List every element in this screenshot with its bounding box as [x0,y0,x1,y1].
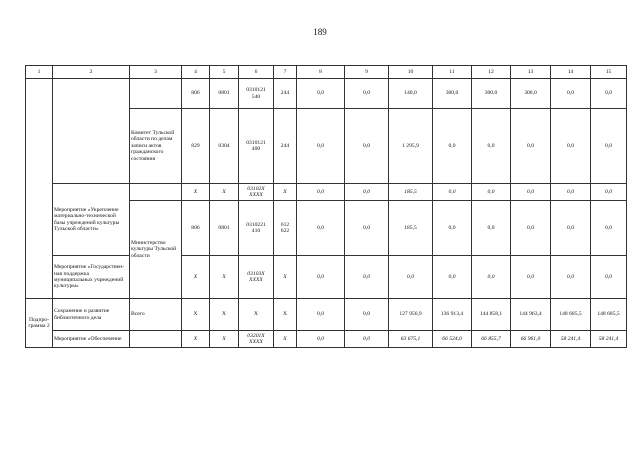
header-cell: 2 [53,66,130,79]
table-cell: 136 913,4 [433,299,472,331]
table-cell: 58 241,4 [551,331,591,348]
table-cell: X [210,299,239,331]
table-cell: X [210,256,239,299]
table-cell: 0304 [210,109,239,184]
table-cell: 0,0 [297,331,345,348]
header-cell: 13 [511,66,551,79]
table-cell: 300,0 [433,79,472,109]
table-cell: 0310221 410 [239,201,274,256]
header-cell: 14 [551,66,591,79]
table-cell: 140,0 [389,79,433,109]
table-cell: 0,0 [591,256,627,299]
table-cell: 0,0 [472,184,511,201]
table-cell: X [274,256,297,299]
table-cell: 03103X XXXX [239,256,274,299]
header-cell: 10 [389,66,433,79]
table-cell: 0,0 [433,201,472,256]
table-cell: 0,0 [345,299,389,331]
table-cell: Подпрограмма 2 [26,299,53,348]
table-cell: 0,0 [345,79,389,109]
table-cell [130,184,182,201]
table-cell: 0,0 [472,109,511,184]
table-cell: 03102X XXXX [239,184,274,201]
table-row [26,79,627,109]
table-cell: 244 [274,109,297,184]
table-cell: Мероприятие «Обеспечение [53,331,130,348]
table-cell: 0,0 [591,184,627,201]
table-cell: 612 622 [274,201,297,256]
table-cell: 63 675,1 [389,331,433,348]
table-cell [53,79,130,184]
table-cell: 0,0 [297,184,345,201]
table-cell: X [274,299,297,331]
table-cell: X [182,331,210,348]
table-cell: 148 685,5 [591,299,627,331]
table-cell: 0801 [210,201,239,256]
table-cell: 0,0 [345,331,389,348]
table-cell: 244 [274,79,297,109]
table-cell: 0,0 [345,201,389,256]
header-cell: 11 [433,66,472,79]
table-cell: 0,0 [389,256,433,299]
table-cell: Сохранение и развитие библиотечного дела [53,299,130,331]
table-row [26,184,627,201]
table-cell: 0,0 [551,184,591,201]
table-cell: 806 [182,201,210,256]
table-cell: 0,0 [433,184,472,201]
table-cell: Мероприятие «Государственная поддержка муниципальных учреждений культуры» [53,256,130,299]
table-cell: 66 961,0 [511,331,551,348]
table-cell: X [182,256,210,299]
header-cell: 1 [26,66,53,79]
table-cell: X [239,299,274,331]
header-cell: 8 [297,66,345,79]
table-cell: 144 858,1 [472,299,511,331]
table-cell: 185,5 [389,184,433,201]
table-cell: 300,0 [511,79,551,109]
table-cell: 0,0 [345,109,389,184]
table-cell: Мероприятие «Укрепление материально-технической базы учреждений культуры Тульской области» [53,184,130,256]
page-number: 189 [313,27,327,37]
table-cell: X [210,184,239,201]
table-cell: 0,0 [511,184,551,201]
table-cell: 0,0 [511,256,551,299]
table-cell: 0,0 [551,256,591,299]
table-cell: 0,0 [297,79,345,109]
table-cell [130,79,182,109]
table-cell: 148 685,5 [551,299,591,331]
table-cell: 66 524,0 [433,331,472,348]
table-cell: 0,0 [591,109,627,184]
table-cell: 0,0 [511,109,551,184]
table-cell: 66 855,7 [472,331,511,348]
header-cell: 5 [210,66,239,79]
table-cell: 0,0 [551,109,591,184]
table-cell: 0310121 540 [239,79,274,109]
header-cell: 4 [182,66,210,79]
table-cell: 0,0 [345,184,389,201]
table-cell: X [210,331,239,348]
table-cell: X [182,184,210,201]
table-cell: 0,0 [433,256,472,299]
table-cell: 03201X XXXX [239,331,274,348]
table-cell: 0,0 [433,109,472,184]
table-cell: 127 956,9 [389,299,433,331]
table-cell: Комитет Тульской области по делам записи актов гражданского состояния [130,109,182,184]
table-cell: Всего [130,299,182,331]
table-cell: 0,0 [345,256,389,299]
header-cell: 7 [274,66,297,79]
table-cell: 0310121 400 [239,109,274,184]
table-cell: X [274,184,297,201]
table-cell: 300,0 [472,79,511,109]
table-row [26,299,627,331]
header-cell: 15 [591,66,627,79]
table-cell: 1 295,9 [389,109,433,184]
table-cell: 0,0 [511,201,551,256]
header-row [26,66,627,79]
header-cell: 9 [345,66,389,79]
table-cell: 58 241,4 [591,331,627,348]
table-cell: 144 963,4 [511,299,551,331]
table-cell: 806 [182,79,210,109]
table-cell: Министерство культуры Тульской области [130,201,182,299]
table-cell: 0,0 [297,256,345,299]
table-cell: 0,0 [591,79,627,109]
table-cell [26,79,53,299]
table-cell: 185,5 [389,201,433,256]
table-cell: 0801 [210,79,239,109]
table-cell: 0,0 [591,201,627,256]
table-cell: 0,0 [551,79,591,109]
table-cell: 0,0 [297,109,345,184]
budget-table [25,65,627,348]
table-cell [130,331,182,348]
table-cell: X [182,299,210,331]
table-cell: 0,0 [551,201,591,256]
table-row [26,256,627,299]
table-cell: X [274,331,297,348]
header-cell: 6 [239,66,274,79]
table-row [26,331,627,348]
table-cell: 0,0 [472,201,511,256]
header-cell: 12 [472,66,511,79]
table-cell: 0,0 [297,299,345,331]
table-cell: 0,0 [472,256,511,299]
table-cell: 829 [182,109,210,184]
table-cell: 0,0 [297,201,345,256]
header-cell: 3 [130,66,182,79]
